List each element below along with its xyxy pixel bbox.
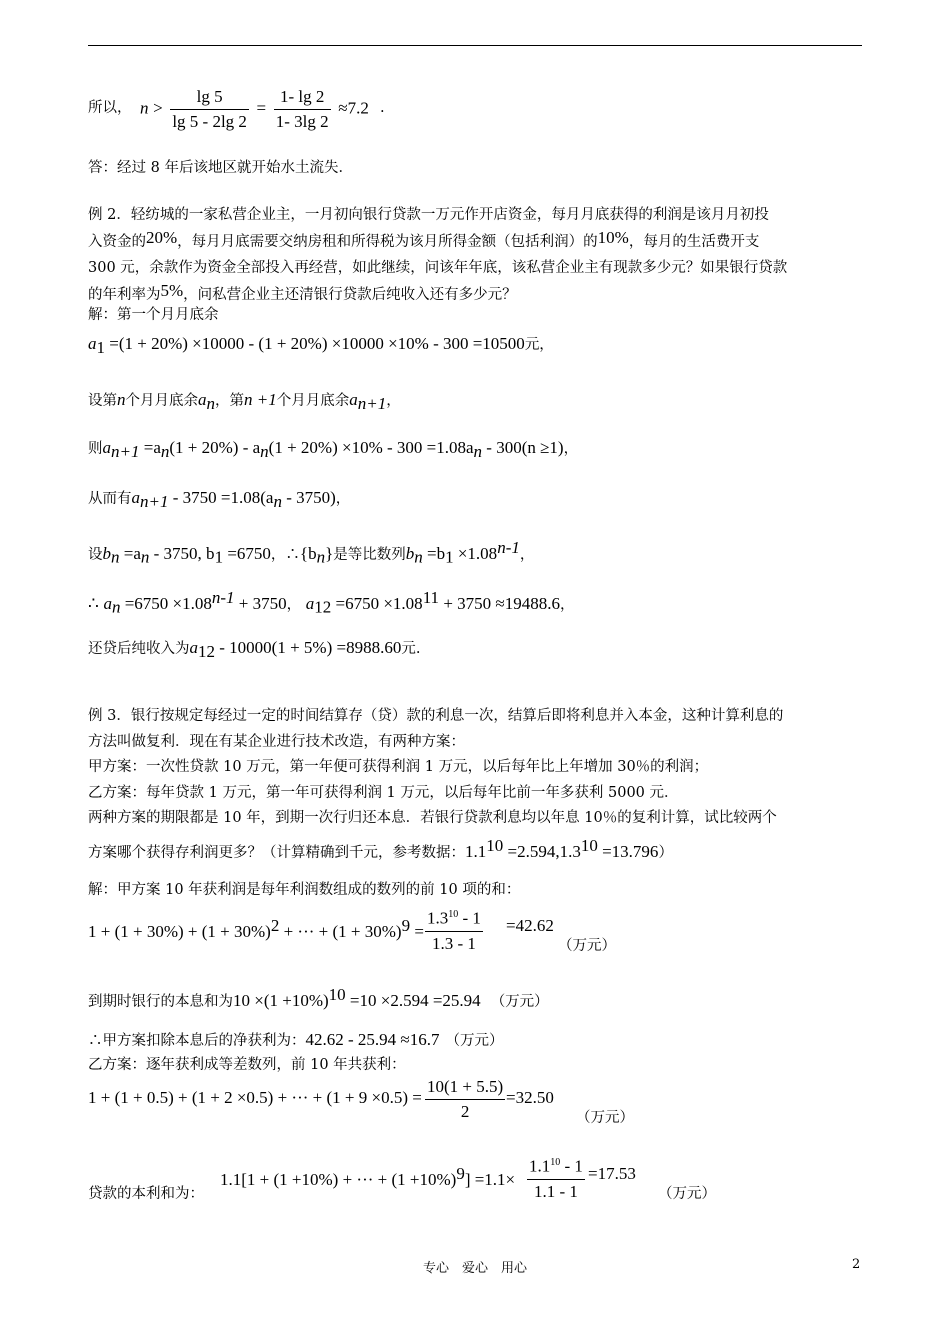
ex3-solution-start: 解：甲方案 10 年获利润是每年利润数组成的数列的前 10 项的和：	[88, 882, 521, 898]
header-rule	[88, 45, 862, 46]
formula-shift: 从而有$a_{n+1} - 3750 =1.08(a_n - 3750)$，	[88, 488, 351, 511]
fraction-lg: $\frac{\lg 5}{\lg 5 - 2\lg 2}$	[172, 87, 247, 131]
ex3-line-5: 两种方案的期限都是 10 年，到期一次行归还本息．若银行贷款利息均以年息 10％的复利计算，试比较两个	[88, 810, 777, 826]
formula-recurrence: 则$a_{n+1} =a_n(1 + 20\%) - a_n(1 + 20\%) \times 10\% - 300 =1.08a_n - 300(n \ge 1)$，	[88, 438, 579, 461]
fraction-loan-sum: $\frac{1.1^{10} - 1}{1.1 - 1}$	[527, 1152, 585, 1203]
define-an: 设第n个月月底余$a_n$，第n +1个月月底余$a_{n+1}$，	[88, 390, 401, 413]
ex3-line-3: 甲方案：一次性贷款 10 万元，第一年便可获得利润 1 万元，以后每年比上年增加 30％的利润；	[88, 759, 709, 775]
formula-repay: 还贷后纯收入为$a_{12} - 10000(1 + 5\%) =8988.60$元.	[88, 638, 421, 661]
formula-bn: 设$b_n =a_n - 3750$, $b_1 =6750$，$\therefore\{b_n\}$是等比数列$b_n =b_1 \times 1.08^{n-1}$，	[88, 538, 535, 567]
ex2-line-2: 入资金的20%，每月月底需要交纳房租和所得税为该月所得金额（包括利润）的10%，每月的生活费开支	[88, 228, 760, 250]
ex3-line-1: 例 3．银行按规定每经过一定的时间结算存（贷）款的利息一次，结算后即将利息并入本金，这种计算利息的	[88, 708, 784, 724]
ex3-line-2: 方法叫做复利．现在有某企业进行技术改造，有两种方案：	[88, 734, 465, 750]
fraction-arith-sum: $\frac{10(1 + 5.5)}{2}$	[427, 1077, 504, 1121]
ex3-line-6: 方案哪个获得存利润更多？（计算精确到千元，参考数据：$1.1^{10} =2.594,1.3^{10} =13.796$）	[88, 836, 673, 861]
ex3-line-4: 乙方案：每年贷款 1 万元，第一年可获得利润 1 万元，以后每年比前一年多获利 5000 元．	[88, 785, 679, 801]
formula-a1: $a_1 =(1 + 20\%) \times 10000 - (1 + 20\%) \times 10000 \times 10\% - 300 =10500$元，	[88, 334, 554, 357]
fraction-lg2: $\frac{1- \lg 2}{1- 3\lg 2}$	[275, 87, 329, 131]
answer-1: 答：经过 8 年后该地区就开始水土流失．	[88, 160, 353, 176]
ex2-line-3: 300 元，余款作为资金全部投入再经营，如此继续，问该年年底，该私营企业主有现款多少元？如果银行贷款	[88, 260, 788, 276]
formula-an-general: ∴ $a_n =6750 \times 1.08^{n-1} + 3750$， $a_{12} =6750 \times 1.08^{11} + 3750 \approx 19488.6$，	[88, 588, 575, 617]
plan-b-intro: 乙方案：逐年获利成等差数列，前 10 年共获利：	[88, 1057, 406, 1073]
document-page: 所以， n > $\frac{\lg 5}{\lg 5 - 2\lg 2}$ = $\frac{1- \lg 2}{1- 3\lg 2}$ ≈7.2 . 答：经过 8 年后该地区就开始水土流失． 例 2．轻纺城的一家私营企业主，一月初向银行贷款一万元作开店资金，每月月底获得的利润是该月月初投 入资金的20%，每月月底需要交纳房租和所得税为该月所得金额（包括利润）的10%，每月的生活费开支 300 元，余款作为资金全部投入再经营，如此继续，问该年年底，该私营企业主有现款多少元？如果银行贷款 的年利率为5%，问私营企业主还清银行贷款后纯收入还有多少元？ 解：第一个月月底余 $a_1 =(1 + 20\%) \times 10000 - (1 + 20\%) \times 10000 \times 10\% - 300 =10500$元， 设第n个月月底余$a_n$，第n +1个月月底余$a_{n+1}$， 则$a_{n+1} =a_n(1 + 20\%) - a_n(1 + 20\%) \times 10\% - 300 =1.08a_n - 300(n \ge 1)$， 从而有$a_{n+1} - 3750 =1.08(a_n - 3750)$， 设$b_n =a_n - 3750$, $b_1 =6750$，$\therefore\{b_n\}$是等比数列$b_n =b_1 \times 1.08^{n-1}$， ∴ $a_n =6750 \times 1.08^{n-1} + 3750$， $a_{12} =6750 \times 1.08^{11} + 3750 \approx 19488.6$， 还贷后纯收入为$a_{12} - 10000(1 + 5\%) =8988.60$元. 例 3．银行按规定每经过一定的时间结算存（贷）款的利息一次，结算后即将利息并入本金，这种计算利息的 方法叫做复利．现在有某企业进行技术改造，有两种方案： 甲方案：一次性贷款 10 万元，第一年便可获得利润 1 万元，以后每年比上年增加 30％的利润； 乙方案：每年贷款 1 万元，第一年可获得利润 1 万元，以后每年比前一年多获利 5000 元． 两种方案的期限都是 10 年，到期一次行归还本息．若银行贷款利息均以年息 10％的复利计算，试比较两个 方案哪个获得存利润更多？（计算精确到千元，参考数据：$1.1^{10} =2.594,1.3^{10} =13.796$） 解：甲方案 10 年获利润是每年利润数组成的数列的前 10 项的和： $1 + (1 + 30\%) + (1 + 30\%)^2$ + ··· + $(1 + 30\%)^9$ = $\frac{1.3^{10} - 1}{1.3 - 1}$ =42.62 （万元） 到期时银行的本息和为$10 \times(1 +10\%)^{10} =10 \times 2.594 =25.94$ （万元） ∴甲方案扣除本息后的净获利为：42.62 - 25.94 ≈16.7 （万元） 乙方案：逐年获利成等差数列，前 10 年共获利： 1 + (1 + 0.5) + (1 + 2 ×0.5) + ··· + (1 + 9 ×0.5) = $\frac{10(1 + 5.5)}{2}$ =32.50 （万元） 贷款的本利和为： 1.1[1 + (1 +10%) + ··· + $(1 +10\%)^9] =1.1\times$ $\frac{1.1^{10} - 1}{1.1 - 1}$ =17.53 （万元） 专心 爱心 用心 2	[0, 0, 950, 1344]
page-footer: 专心 爱心 用心	[422, 1261, 527, 1276]
formula-bank-total: 到期时银行的本息和为$10 \times(1 +10\%)^{10} =10 \times 2.594 =25.94$ （万元）	[88, 985, 549, 1010]
ex2-solution-start: 解：第一个月月底余	[88, 307, 219, 323]
formula-net-profit: ∴甲方案扣除本息后的净获利为：42.62 - 25.94 ≈16.7 （万元）	[88, 1030, 504, 1049]
page-number: 2	[852, 1257, 861, 1272]
formula-n-bound: 所以， n > $\frac{\lg 5}{\lg 5 - 2\lg 2}$ = $\frac{1- \lg 2}{1- 3\lg 2}$ ≈7.2 .	[88, 87, 385, 131]
ex2-line-4: 的年利率为5%，问私营企业主还清银行贷款后纯收入还有多少元？	[88, 281, 517, 303]
fraction-geometric-sum: $\frac{1.3^{10} - 1}{1.3 - 1}$	[425, 904, 483, 955]
ex2-line-1: 例 2．轻纺城的一家私营企业主，一月初向银行贷款一万元作开店资金，每月月底获得的利润是该月月初投	[88, 207, 769, 223]
